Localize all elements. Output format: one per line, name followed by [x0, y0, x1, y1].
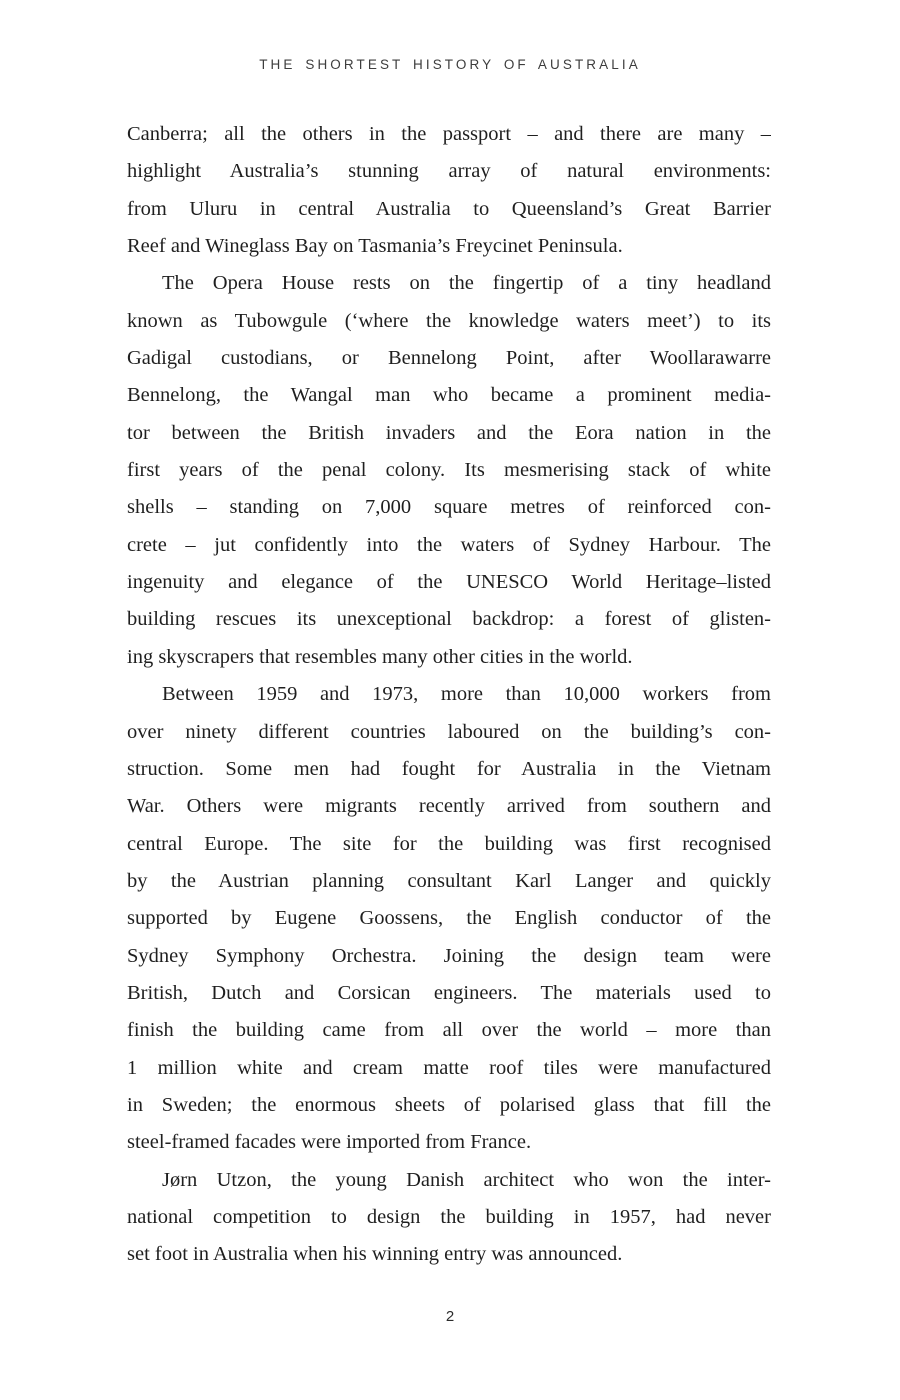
- text-line: Between 1959 and 1973, more than 10,000 workers from: [162, 683, 771, 706]
- text-line: highlight Australia’s stunning array of natural environments:: [127, 160, 771, 183]
- paragraph: [127, 116, 771, 265]
- text-line: Jørn Utzon, the young Danish architect who won the inter-: [162, 1168, 771, 1191]
- text-line: ing skyscrapers that resembles many other cities in the world.: [127, 645, 633, 668]
- text-line: Gadigal custodians, or Bennelong Point, after Woollarawarre: [127, 347, 771, 370]
- text-line: crete – jut confidently into the waters of Sydney Harbour. The: [127, 533, 771, 556]
- text-line: steel-framed facades were imported from France.: [127, 1131, 532, 1154]
- text-line: Bennelong, the Wangal man who became a prominent media-: [127, 384, 771, 407]
- text-line: set foot in Australia when his winning entry was announced.: [127, 1243, 623, 1266]
- paragraph: [127, 265, 771, 676]
- paragraph: [127, 676, 771, 1161]
- text-line: Reef and Wineglass Bay on Tasmania’s Freycinet Peninsula.: [127, 235, 623, 258]
- text-line: struction. Some men had fought for Australia in the Vietnam: [127, 757, 771, 780]
- text-line: War. Others were migrants recently arrived from southern and: [127, 795, 771, 818]
- text-line: central Europe. The site for the building was first recognised: [127, 832, 771, 855]
- running-header: THE SHORTEST HISTORY OF AUSTRALIA: [259, 57, 641, 72]
- text-line: tor between the British invaders and the Eora nation in the: [127, 421, 771, 444]
- text-line: shells – standing on 7,000 square metres of reinforced con-: [127, 496, 771, 519]
- text-line: British, Dutch and Corsican engineers. The materials used to: [127, 981, 771, 1004]
- text-line: Sydney Symphony Orchestra. Joining the design team were: [127, 944, 771, 967]
- text-line: 1 million white and cream matte roof tiles were manufactured: [127, 1056, 771, 1079]
- text-line: in Sweden; the enormous sheets of polarised glass that fill the: [127, 1093, 771, 1116]
- text-line: from Uluru in central Australia to Queensland’s Great Barrier: [127, 197, 771, 220]
- text-line: building rescues its unexceptional backdrop: a forest of glisten-: [127, 608, 771, 631]
- page-number: 2: [445, 1308, 455, 1325]
- text-block: [127, 116, 771, 1274]
- text-line: ingenuity and elegance of the UNESCO World Heritage–listed: [127, 571, 771, 594]
- text-line: finish the building came from all over the world – more than: [127, 1019, 771, 1042]
- text-line: national competition to design the building in 1957, had never: [127, 1205, 771, 1228]
- text-line: known as Tubowgule (‘where the knowledge waters meet’) to its: [127, 309, 771, 332]
- paragraph: [127, 1162, 771, 1274]
- text-line: over ninety different countries laboured on the building’s con-: [127, 720, 771, 743]
- text-line: The Opera House rests on the fingertip of a tiny headland: [162, 272, 771, 295]
- text-line: first years of the penal colony. Its mesmerising stack of white: [127, 459, 771, 482]
- text-line: Canberra; all the others in the passport – and there are many –: [127, 123, 771, 145]
- text-line: supported by Eugene Goossens, the English conductor of the: [127, 907, 771, 930]
- text-line: by the Austrian planning consultant Karl Langer and quickly: [127, 869, 771, 892]
